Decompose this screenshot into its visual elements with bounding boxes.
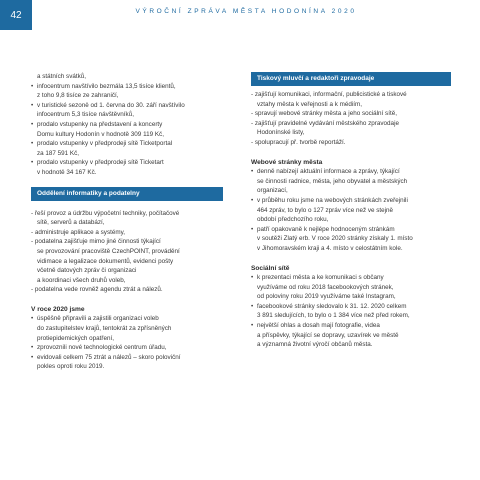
text-line: v soutěži Zlatý erb. V roce 2020 stránky získaly 1. místo	[257, 235, 413, 243]
text-line: - zajišťují komunikaci, informační, publicistické a tiskové	[251, 91, 407, 98]
right-column	[251, 72, 451, 350]
left-column	[31, 72, 223, 372]
text-line: a příspěvky, týkající se dopravy, uzavírek ve městě	[257, 331, 399, 339]
text-line: • patří opakovaně k nejlépe hodnoceným stránkám	[251, 225, 451, 235]
text-line: v hodnotě 34 167 Kč.	[37, 168, 97, 176]
text-line: vztahy města k veřejnosti a k médiím,	[257, 100, 362, 108]
text-line: 3 891 sledujících, to bylo o 1 384 více než před rokem,	[257, 312, 410, 320]
press-list	[251, 90, 451, 148]
text-line: • prodalo vstupenky na představení a koncerty	[31, 120, 223, 130]
informatics-list	[31, 209, 223, 295]
text-line: od poloviny roku 2019 využíváme také Instagram,	[257, 293, 396, 301]
page-number: 42	[0, 0, 32, 30]
text-line: • prodalo vstupenky v předprodeji sítě Ticketportal	[31, 139, 223, 149]
text-line: z toho 9,8 tisíce ze zahraničí,	[37, 92, 119, 100]
text-line: • v průběhu roku jsme na webových stránkách zveřejnili	[251, 196, 451, 206]
text-line: v Jihomoravském kraji a 4. místo v celostátním kole.	[257, 244, 403, 252]
text-line: pokles oproti roku 2019.	[37, 363, 105, 371]
text-line: - podatelna zajišťuje mimo jiné činnosti týkající	[31, 238, 161, 246]
web-list	[251, 167, 451, 253]
text-line: protiepidemických opatření,	[37, 334, 115, 342]
text-line: 464 zpráv, to bylo o 127 zpráv více než ve stejně	[257, 206, 394, 214]
text-line: využíváme od roku 2018 facebookových stránek,	[257, 283, 394, 291]
text-line: do zastupitelstev krajů, tentokrát za zpřísněných	[37, 325, 172, 333]
section-heading-social: Sociální sítě	[251, 264, 290, 272]
text-line: • úspěšně připravili a zajistili organizaci voleb	[31, 314, 223, 324]
text-line: - spolupracují př. tvorbě reportáží.	[251, 138, 346, 146]
text-line: • největší ohlas a dosah mají fotografie, videa	[251, 321, 451, 331]
social-list	[251, 273, 451, 350]
text-line: - administruje aplikace a systémy,	[31, 228, 126, 236]
year-list	[31, 314, 223, 372]
text-line: a státních svátků,	[37, 73, 87, 80]
text-line: • k prezentaci města a ke komunikaci s občany	[251, 273, 451, 283]
text-line: • v turistické sezoně od 1. června do 30. září navštívilo	[31, 101, 223, 111]
text-line: sítě, serverů a databází,	[37, 219, 105, 227]
running-head: VÝROČNÍ ZPRÁVA MĚSTA HODONÍNA 2020	[135, 8, 357, 15]
text-line: • facebookové stránky sledovalo k 31. 12. 2020 celkem	[251, 302, 451, 312]
text-line: Domu kultury Hodonín v hodnotě 309 119 Kč,	[37, 130, 164, 138]
section-title-informatics: Oddělení informatiky a podatelny	[31, 187, 223, 201]
text-line: období předchozího roku,	[257, 216, 329, 224]
text-line: • zprovoznili nové technologické centrum úřadu,	[31, 343, 223, 353]
text-line: - zajišťují pravidelné vydávání městského zpravodaje	[251, 119, 399, 127]
section-heading-web: Webové stránky města	[251, 158, 323, 166]
text-line: se činnosti radnice, města, jeho obyvatel a městských	[257, 177, 408, 185]
text-line: Hodonínské listy,	[257, 129, 305, 137]
text-line: • evidovali celkem 75 ztrát a nálezů – skoro poloviční	[31, 353, 223, 363]
text-line: infocentrum 5,3 tisíce návštěvníků,	[37, 111, 134, 119]
text-line: organizací,	[257, 187, 288, 195]
section-title-press: Tiskový mluvčí a redaktoři zpravodaje	[251, 72, 451, 86]
text-line: - spravují webové stránky města a jeho sociální sítě,	[251, 110, 397, 118]
text-line: včetně datových zpráv či organizaci	[37, 267, 137, 275]
text-line: za 187 591 Kč,	[37, 149, 80, 157]
text-line: - řeší provoz a údržbu výpočetní techniky, počítačové	[31, 209, 180, 217]
text-line: - podatelna vede rovněž agendu ztrát a nálezů.	[31, 286, 163, 294]
text-line: • prodalo vstupenky v předprodeji sítě Ticketart	[31, 158, 223, 168]
text-line: • infocentrum navštívilo bezmála 13,5 tisíce klientů,	[31, 82, 223, 92]
intro-list	[31, 72, 223, 178]
section-heading-year: V roce 2020 jsme	[31, 305, 85, 313]
text-line: a významná životní výročí občanů města.	[257, 341, 373, 349]
text-line: se provozování pracoviště CzechPOINT, provádění	[37, 247, 180, 255]
text-line: a koordinaci všech druhů voleb,	[37, 276, 126, 284]
text-line: vidimace a legalizace dokumentů, evidenci pošty	[37, 257, 174, 265]
text-line: • denně nabízejí aktuální informace a zprávy, týkající	[251, 167, 451, 177]
